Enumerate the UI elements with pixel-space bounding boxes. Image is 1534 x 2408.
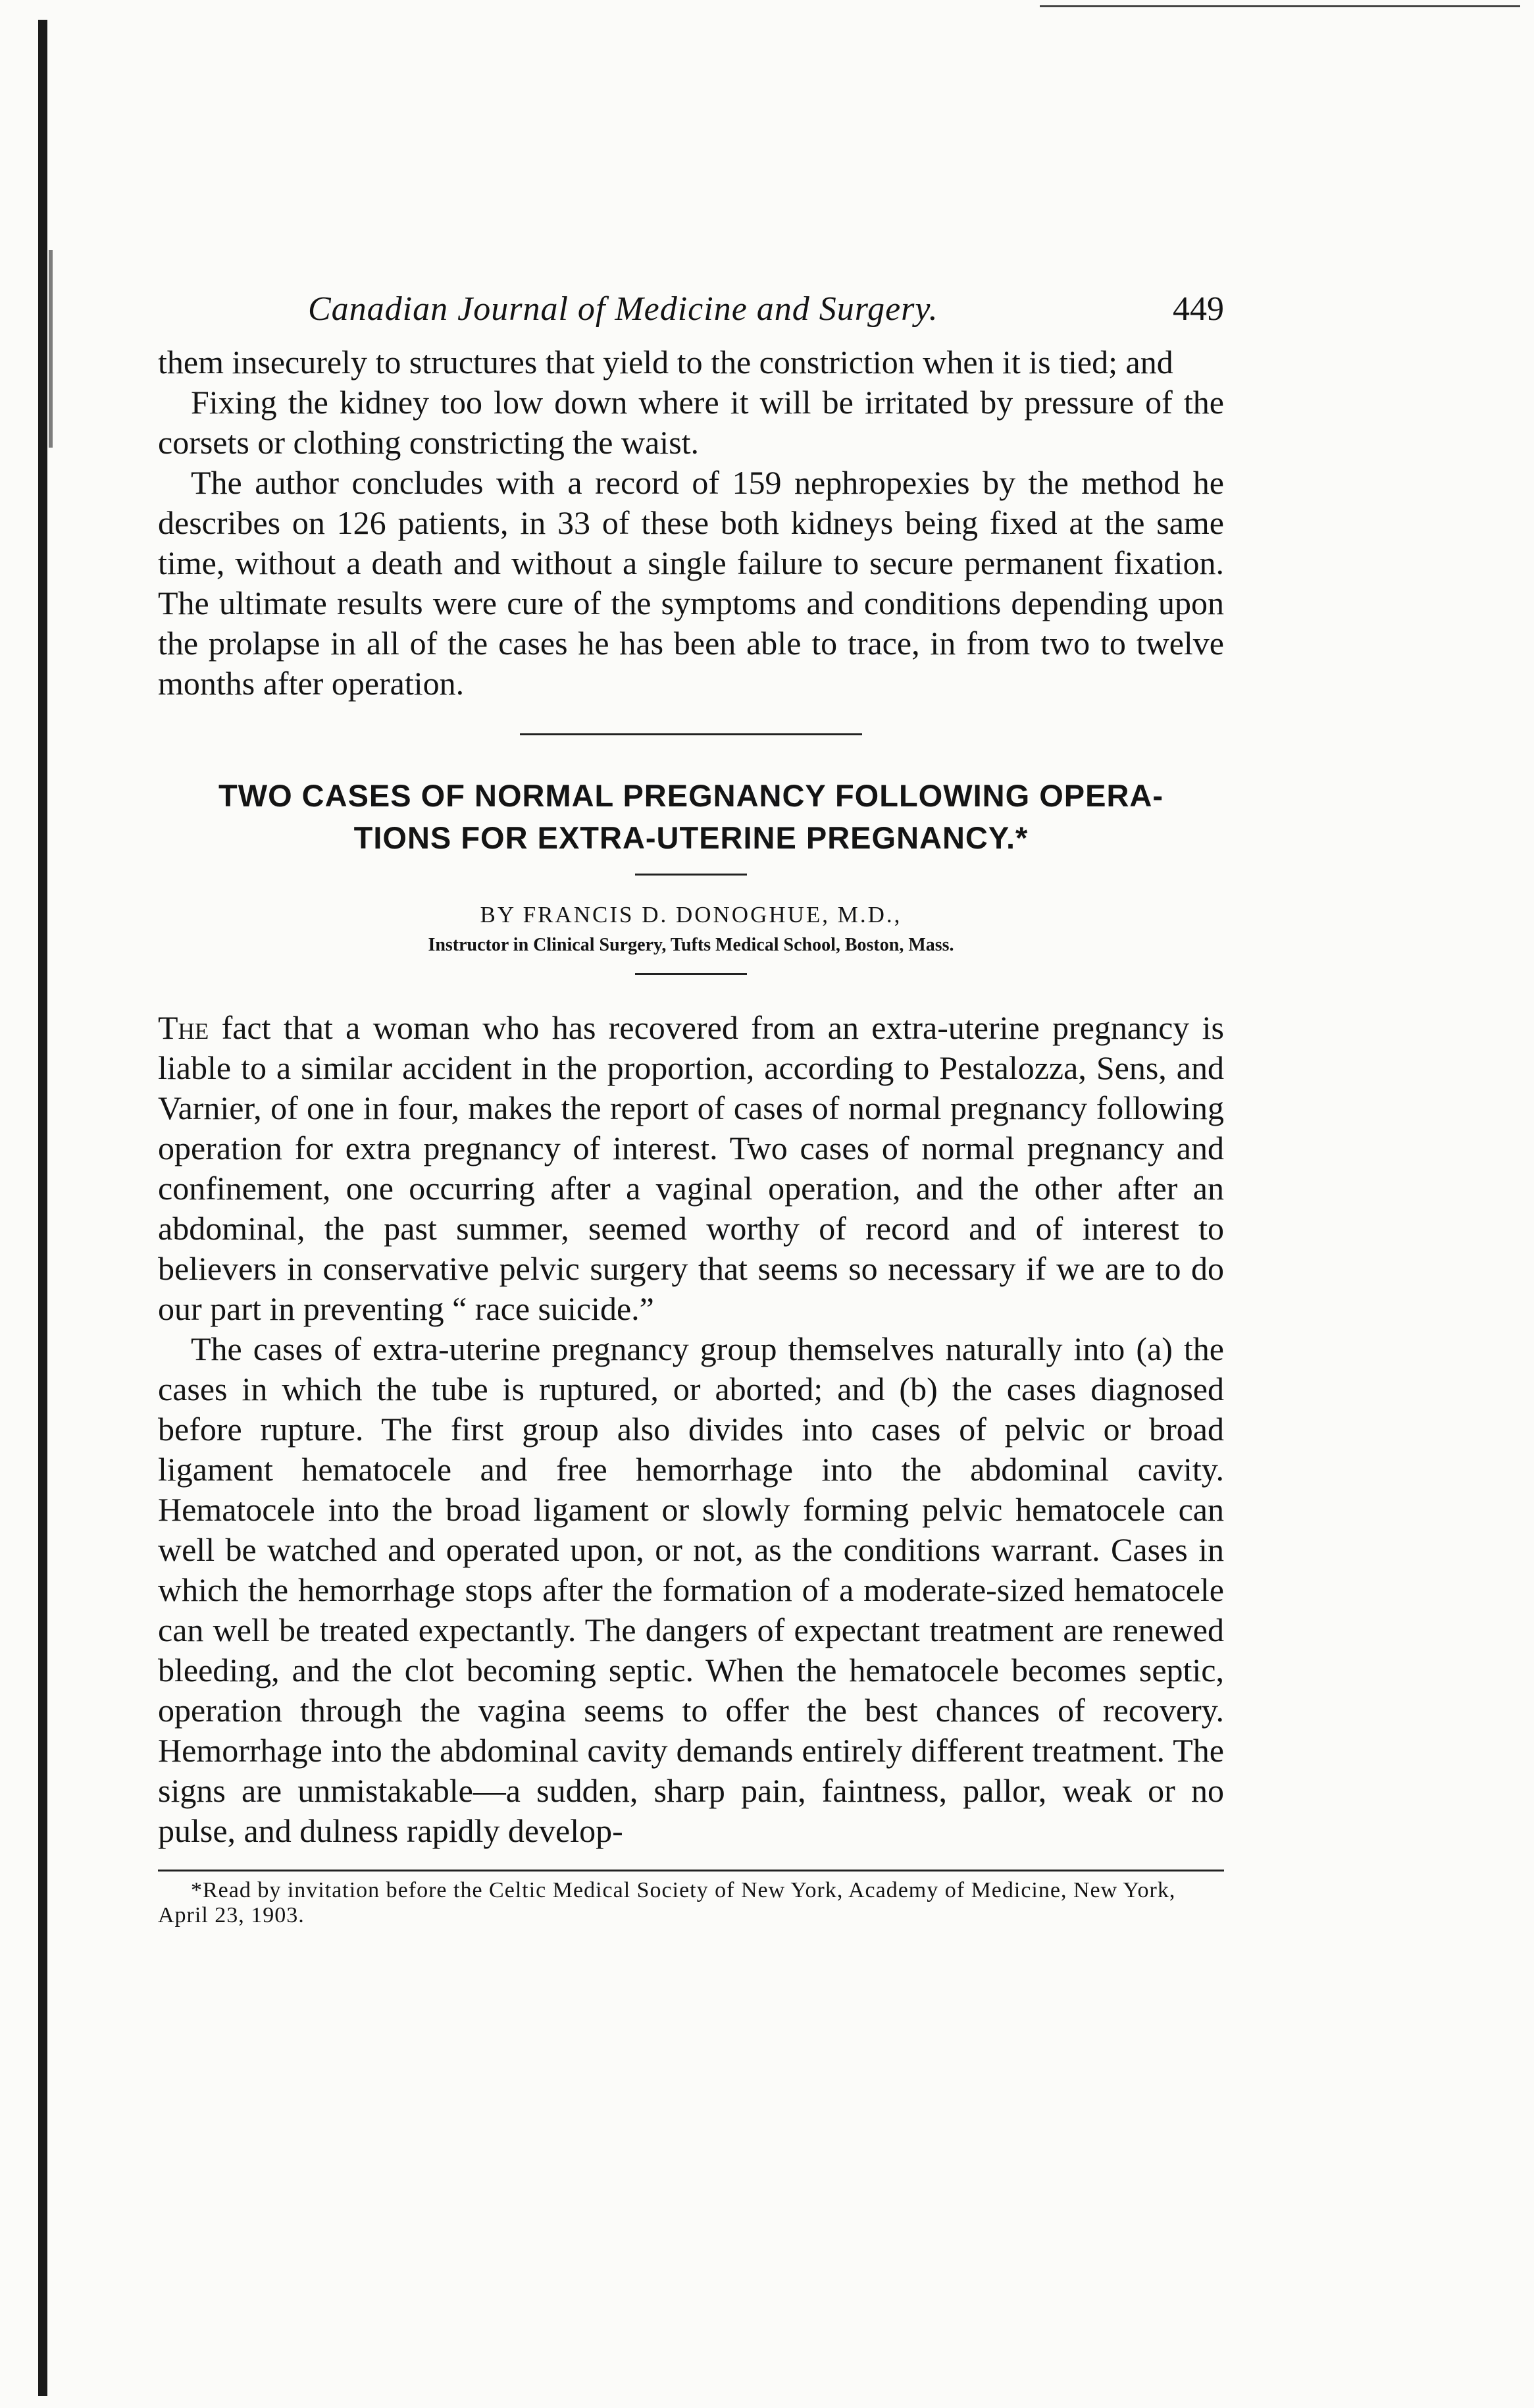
page-number: 449	[1173, 290, 1224, 328]
footnote: *Read by invitation before the Celtic Medical Society of New York, Academy of Medicine, New York, April 23, 1903.	[158, 1878, 1176, 1927]
article-title-line: TWO CASES OF NORMAL PREGNANCY FOLLOWING OPERA-	[218, 778, 1163, 813]
binding-edge	[38, 20, 47, 2396]
author-conclusion-paragraph: The author concludes with a record of 159 nephropexies by the method he describes on 126 patients, in 33 of these both kidneys being fixed at the same time, without a death and without a single failure to secure permanent fixation. The ultimate results were cure of the symptoms and conditions depending upon the prolapse in all of the cases he has been able to trace, in from two to twelve months after operation.	[158, 464, 1224, 702]
intro-paragraph	[158, 1008, 1224, 1329]
lead-word: The	[158, 1009, 209, 1046]
running-head: Canadian Journal of Medicine and Surgery.	[308, 290, 938, 328]
continued-paragraph: them insecurely to structures that yield to the constriction when it is tied; and	[158, 344, 1173, 380]
footnote-rule	[158, 1870, 1224, 1871]
page-header	[158, 290, 1224, 342]
journal-page	[158, 290, 1224, 1928]
intro-text: fact that a woman who has recovered from an extra-uterine pregnancy is liable to a similar accident in the proportion, according to Pestalozza, Sens, and Varnier, of one in four, makes the report of cases of normal pregnancy following operation for extra pregnancy of interest. Two cases of normal pregnancy and confinement, one occurring after a vaginal operation, and the other after an abdominal, the past summer, seemed worthy of record and of interest to believers in conservative pelvic surgery that seems so necessary if we are to do our part in preventing “ race suicide.”	[158, 1009, 1224, 1327]
title-rule	[635, 874, 747, 876]
byline-rule	[635, 973, 747, 975]
article-title-line: TIONS FOR EXTRA-UTERINE PREGNANCY.*	[353, 820, 1029, 855]
author-byline: BY FRANCIS D. DONOGHUE, M.D.,	[480, 902, 902, 928]
scan-edge-line	[1040, 5, 1520, 7]
article-title	[158, 775, 1224, 859]
binding-shadow	[49, 250, 53, 448]
continued-paragraph-fixing: Fixing the kidney too low down where it will be irritated by pressure of the corsets or clothing constricting the waist.	[158, 384, 1224, 461]
section-divider	[520, 733, 862, 735]
classification-paragraph: The cases of extra-uterine pregnancy group themselves naturally into (a) the cases in which the tube is ruptured, or aborted; and (b) the cases diagnosed before rupture. The first group also divides into cases of pelvic or broad ligament hematocele and free hemorrhage into the abdominal cavity. Hematocele into the broad ligament or slowly forming pelvic hematocele can well be watched and operated upon, or not, as the conditions warrant. Cases in which the hemorrhage stops after the formation of a moderate-sized hematocele can well be treated expectantly. The dangers of expectant treatment are renewed bleeding, and the clot becoming septic. When the hematocele becomes septic, operation through the vagina seems to offer the best chances of recovery. Hemorrhage into the abdominal cavity demands entirely different treatment. The signs are unmistakable—a sudden, sharp pain, faintness, pallor, weak or no pulse, and dulness rapidly develop-	[158, 1330, 1224, 1849]
author-affiliation: Instructor in Clinical Surgery, Tufts Medical School, Boston, Mass.	[428, 935, 954, 955]
